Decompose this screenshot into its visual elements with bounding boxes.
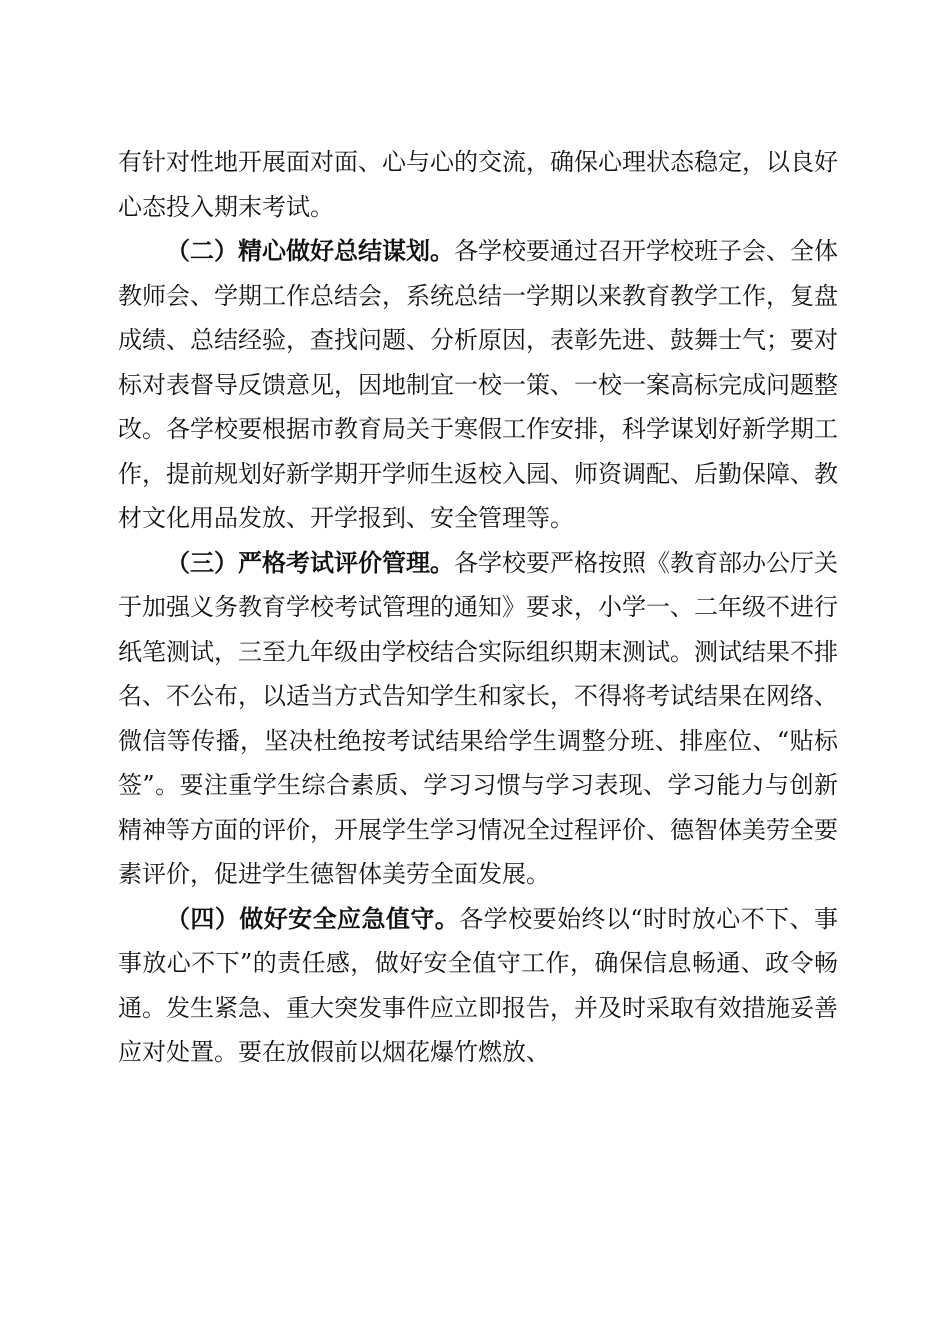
document-body xyxy=(118,140,838,1075)
paragraph-safety-duty xyxy=(118,897,838,1075)
section-heading-4: （四）做好安全应急值守。 xyxy=(166,903,460,933)
paragraph-summary-planning xyxy=(118,229,838,541)
section-heading-2: （二）精心做好总结谋划。 xyxy=(166,236,454,265)
paragraph-continuation xyxy=(118,140,838,229)
paragraph-exam-evaluation xyxy=(118,541,838,897)
paragraph-text: 各学校要始终以“时时放心不下、事事放心不下”的责任感，做好安全值守工作，确保信息畅通、政令畅通。发生紧急、重大突发事件应立即报告，并及时采取有效措施妥善应对处置。要在放假前以烟花爆竹燃放、 xyxy=(118,904,838,1066)
paragraph-text: 各学校要通过召开学校班子会、全体教师会、学期工作总结会，系统总结一学期以来教育教学工作，复盘成绩、总结经验，查找问题、分析原因，表彰先进、鼓舞士气；要对标对表督导反馈意见，因地制宜一校一策、一校一案高标完成问题整改。各学校要根据市教育局关于寒假工作安排，科学谋划好新学期工作，提前规划好新学期开学师生返校入园、师资调配、后勤保障、教材文化用品发放、开学报到、安全管理等。 xyxy=(118,237,838,532)
paragraph-text: 有针对性地开展面对面、心与心的交流，确保心理状态稳定，以良好心态投入期末考试。 xyxy=(118,148,838,221)
section-heading-3: （三）严格考试评价管理。 xyxy=(166,547,454,577)
paragraph-text: 各学校要严格按照《教育部办公厅关于加强义务教育学校考试管理的通知》要求，小学一、二年级不进行纸笔测试，三至九年级由学校结合实际组织期末测试。测试结果不排名、不公布，以适当方式告知学生和家长，不得将考试结果在网络、微信等传播，坚决杜绝按考试结果给学生调整分班、排座位、“贴标签”。要注重学生综合素质、学习习惯与学习表现、学习能力与创新精神等方面的评价，开展学生学习情况全过程评价、德智体美劳全要素评价，促进学生德智体美劳全面发展。 xyxy=(118,548,838,888)
